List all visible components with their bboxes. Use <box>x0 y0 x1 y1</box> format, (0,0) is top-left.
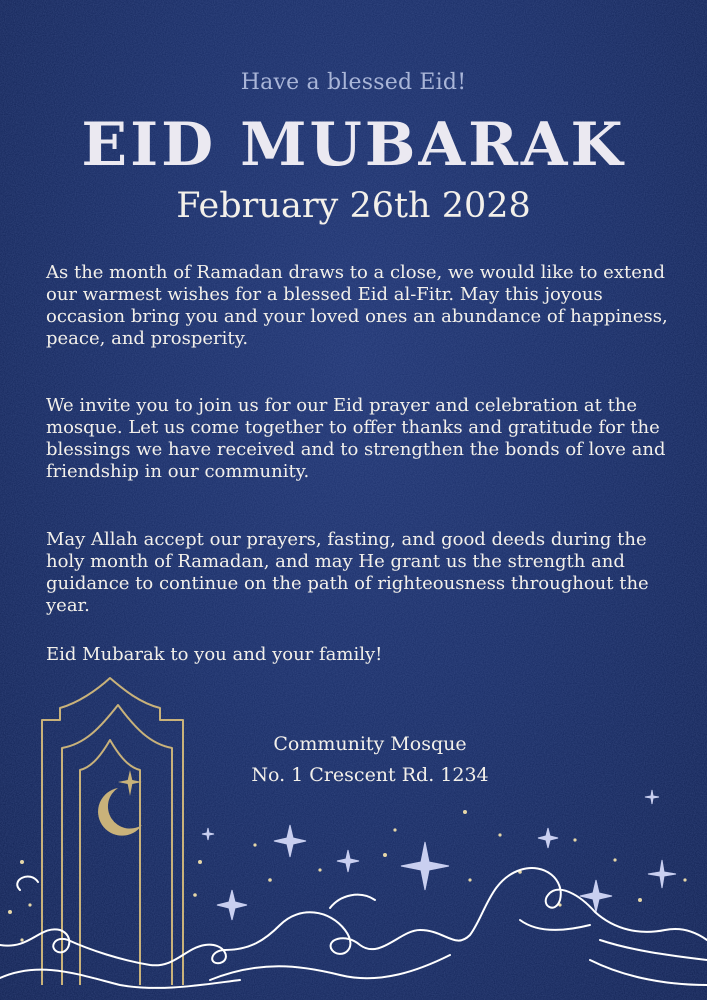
sparkle-icon <box>401 842 449 890</box>
sparkle-icon <box>202 828 214 840</box>
star-icon <box>118 770 142 796</box>
venue-address: No. 1 Crescent Rd. 1234 <box>251 764 489 786</box>
crescent-moon-icon <box>98 788 142 836</box>
sparkle-icon <box>648 860 676 888</box>
sparkle-icon <box>645 790 659 804</box>
sparkle-icon <box>217 890 247 920</box>
cloud-swirl-icon <box>0 868 707 988</box>
intro-paragraph: As the month of Ramadan draws to a close, we would like to extend our warmest wishes for a blessed Eid al-Fitr. May this joyous occasion bring you and your loved ones an abundance of happiness, peace, and prosperity. <box>46 262 668 349</box>
closing-line: Eid Mubarak to you and your family! <box>46 644 383 665</box>
sparkle-icon <box>538 828 558 848</box>
sparkle-icon <box>337 850 359 872</box>
tagline: Have a blessed Eid! <box>240 70 467 95</box>
sparkle-icon <box>580 880 612 912</box>
venue-name: Community Mosque <box>273 733 467 755</box>
invitation-paragraph: We invite you to join us for our Eid prayer and celebration at the mosque. Let us come together to offer thanks and gratitude for the blessings we have received and to strengthen the bonds of love and friendship in our community. <box>46 395 666 482</box>
card-title: EID MUBARAK <box>81 110 626 180</box>
prayer-paragraph: May Allah accept our prayers, fasting, and good deeds during the holy month of Ramadan, and may He grant us the strength and guidance to continue on the path of righteousness throughout the year. <box>46 529 649 616</box>
sparkle-icon <box>274 825 306 857</box>
event-date: February 26th 2028 <box>176 186 531 226</box>
